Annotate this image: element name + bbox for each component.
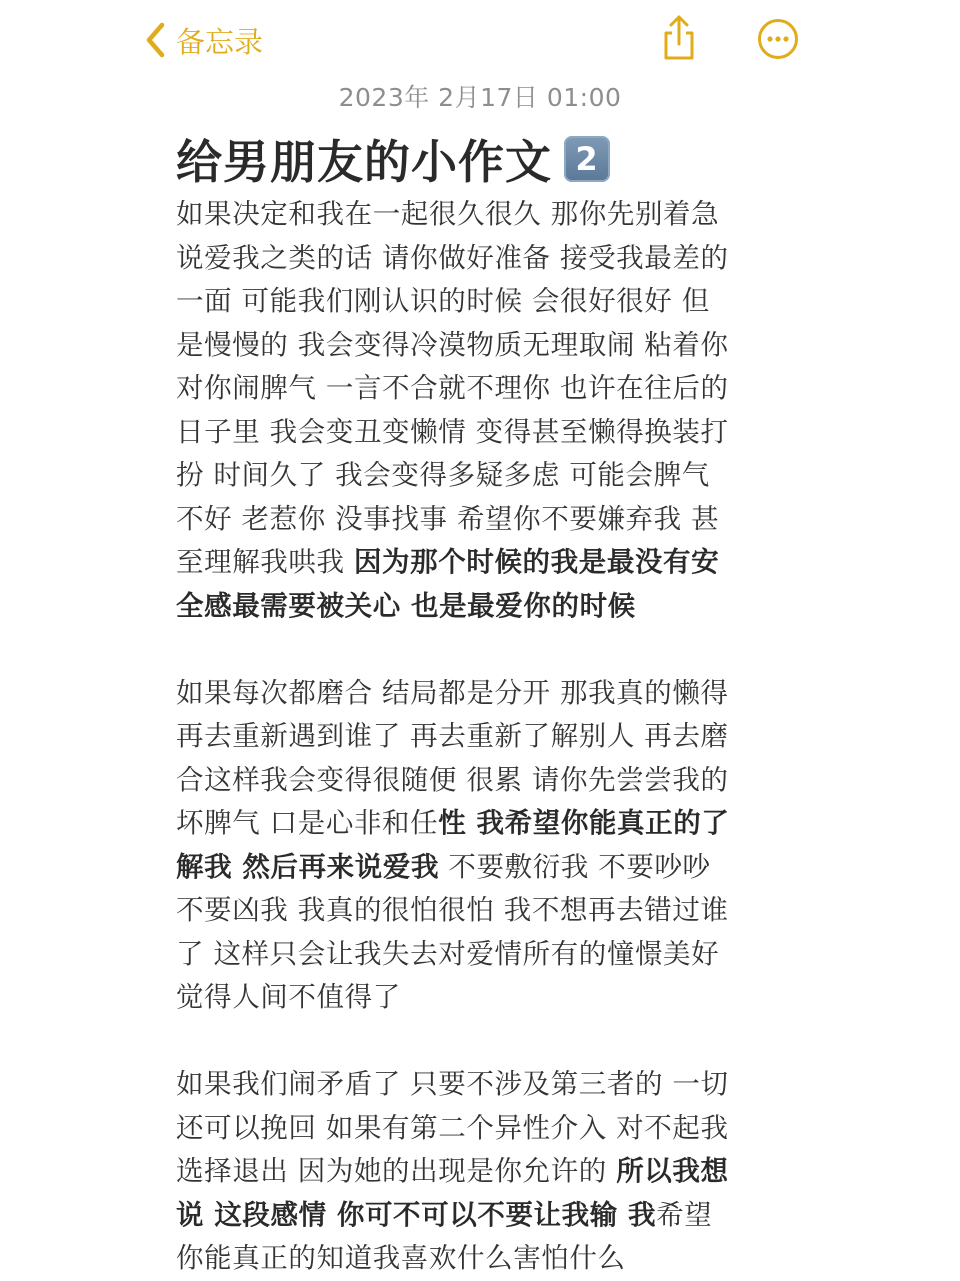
text-line: 说爱我之类的话 请你做好准备 接受我最差的 xyxy=(176,241,729,274)
text-line: 至理解我哄我 因为那个时候的我是最没有安 xyxy=(176,546,720,578)
text-line: 如果我们闹矛盾了 只要不涉及第三者的 一切 xyxy=(176,1068,729,1100)
text-line: 如果每次都磨合 结局都是分开 那我真的懒得 xyxy=(176,676,729,709)
text-line: 解我 然后再来说爱我 不要敷衍我 不要吵吵 xyxy=(176,850,711,883)
bold-text: 说 这段感情 你可不可以不要让我输 我 xyxy=(176,1198,657,1231)
note-body[interactable] xyxy=(176,193,796,1281)
text-line: 不要凶我 我真的很怕很怕 我不想再去错过谁 xyxy=(176,894,729,926)
keycap-2-emoji: 2 xyxy=(564,136,610,182)
text-line: 一面 可能我们刚认识的时候 会很好很好 但 xyxy=(176,285,710,317)
text-line: 合这样我会变得很随便 很累 请你先尝尝我的 xyxy=(176,763,729,796)
text-line xyxy=(176,585,796,629)
bold-text: 所以我想 xyxy=(616,1155,729,1187)
text-line: 再去重新遇到谁了 再去重新了解别人 再去磨 xyxy=(176,720,729,752)
text-line: 对你闹脾气 一言不合就不理你 也许在往后的 xyxy=(176,372,729,404)
text-line: 是慢慢的 我会变得冷漠物质无理取闹 粘着你 xyxy=(176,328,729,361)
text-line: 日子里 我会变丑变懒情 变得甚至懒得换装打 xyxy=(176,415,729,448)
chevron-left-icon xyxy=(144,22,166,58)
text-line: 还可以挽回 如果有第二个异性介入 对不起我 xyxy=(176,1111,729,1144)
text-line: 觉得人间不值得了 xyxy=(176,981,401,1013)
text-line: 不好 老惹你 没事找事 希望你不要嫌弃我 甚 xyxy=(176,502,720,535)
note-date: 2023年 2月17日 01:00 xyxy=(338,83,622,112)
more-button[interactable] xyxy=(757,18,799,64)
text-line: 选择退出 因为她的出现是你允许的 所以我想 xyxy=(176,1155,729,1187)
bold-text: 解我 然后再来说爱我 xyxy=(176,850,440,883)
ellipsis-circle-icon xyxy=(757,18,799,60)
navigation-bar xyxy=(0,0,960,80)
back-button[interactable] xyxy=(144,18,263,62)
text-line: 坏脾气 口是心非和任性 我希望你能真正的了 xyxy=(176,807,730,839)
share-button[interactable] xyxy=(660,14,698,66)
bold-text: 全感最需要被关心 也是最爱你的时候 xyxy=(176,589,636,622)
bold-text: 性 我希望你能真正的了 xyxy=(438,807,730,839)
text-line: 如果决定和我在一起很久很久 那你先别着急 xyxy=(176,198,720,230)
paragraph-gap xyxy=(176,1020,796,1064)
note-title[interactable] xyxy=(176,126,610,192)
text-line: 了 这样只会让我失去对爱情所有的憧憬美好 xyxy=(176,937,720,970)
note-title-text: 给男朋友的小作文 xyxy=(176,135,552,189)
text-line: 说 这段感情 你可不可以不要让我输 我希望 xyxy=(176,1198,713,1231)
back-label: 备忘录 xyxy=(176,24,264,59)
text-line: 扮 时间久了 我会变得多疑多虑 可能会脾气 xyxy=(176,459,710,491)
paragraph-gap xyxy=(176,628,796,672)
bold-text: 因为那个时候的我是最没有安 xyxy=(353,546,720,578)
share-icon xyxy=(660,14,698,62)
text-line: 你能真正的知道我喜欢什么害怕什么 xyxy=(176,1242,626,1274)
